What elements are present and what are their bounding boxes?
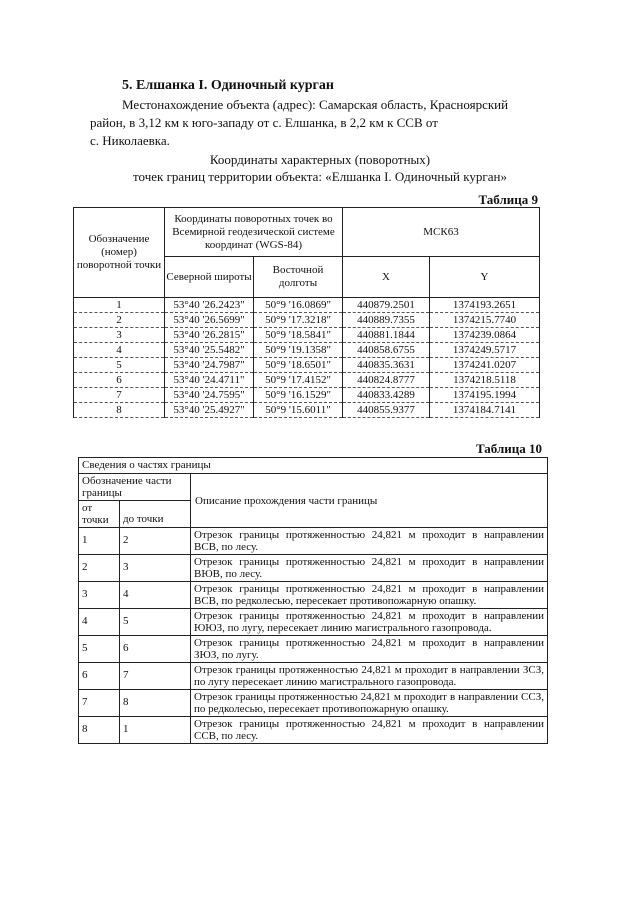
table10-header-desc: Описание прохождения части границы [191,474,548,528]
table9-header-wgs: Координаты поворотных точек во Всемирной геодезической системе координат (WGS-84) [165,208,343,257]
cell-from: 7 [79,690,120,717]
cell-x: 440835.3631 [343,358,430,373]
cell-y: 1374241.0207 [430,358,540,373]
cell-desc: Отрезок границы протяженностью 24,821 м проходит в направлении ВСВ, по лесу. [191,528,548,555]
cell-y: 1374193.2651 [430,298,540,313]
cell-desc: Отрезок границы протяженностью 24,821 м проходит в направлении ЗЮЗ, по лугу. [191,636,548,663]
table10-title: Сведения о частях границы [79,458,548,474]
cell-y: 1374195.1994 [430,388,540,403]
table-row [79,609,548,636]
table10-header-from: от точки [79,501,120,528]
table9-header-north: Северной широты [165,257,254,298]
cell-lon: 50°9 '15.6011" [254,403,343,418]
table-row [74,298,540,313]
table-row [79,528,548,555]
table-row [79,636,548,663]
cell-from: 8 [79,717,120,744]
section-heading: 5. Елшанка I. Одиночный курган [122,78,334,93]
cell-from: 2 [79,555,120,582]
cell-to: 6 [120,636,191,663]
table-row [79,555,548,582]
cell-lon: 50°9 '17.3218" [254,313,343,328]
coords-title-1: Координаты характерных (поворотных) [209,152,431,167]
cell-point: 2 [74,313,165,328]
cell-to: 5 [120,609,191,636]
cell-to: 4 [120,582,191,609]
cell-x: 440881.1844 [343,328,430,343]
cell-to: 1 [120,717,191,744]
cell-desc: Отрезок границы протяженностью 24,821 м проходит в направлении ЮЮЗ, по лугу, пересекает линию магистрального газопровода. [191,609,548,636]
cell-desc: Отрезок границы протяженностью 24,821 м проходит в направлении ВСВ, по редколесью, пересекает противопожарную опашку. [191,582,548,609]
cell-point: 8 [74,403,165,418]
table-row [79,582,548,609]
table9-header-x: X [343,257,430,298]
cell-x: 440824.8777 [343,373,430,388]
location-line3: с. Николаевка. [90,133,170,148]
cell-desc: Отрезок границы протяженностью 24,821 м проходит в направлении ССЗ, по редколесью, пересекает противопожарную опашку. [191,690,548,717]
table-row [74,343,540,358]
cell-x: 440858.6755 [343,343,430,358]
cell-from: 4 [79,609,120,636]
cell-lat: 53°40 '24.7595" [165,388,254,403]
cell-lon: 50°9 '18.6501" [254,358,343,373]
cell-lon: 50°9 '19.1358" [254,343,343,358]
cell-lat: 53°40 '26.2815" [165,328,254,343]
table-row [74,328,540,343]
table10-header-designation: Обозначение части границы [79,474,191,501]
table9-header-point: Обозначение (номер) поворотной точки [74,208,165,298]
table9 [73,207,540,418]
table-row [74,358,540,373]
location-line1: Самарская область, Красноярский [319,97,509,112]
table-row [79,663,548,690]
cell-y: 1374215.7740 [430,313,540,328]
cell-lon: 50°9 '16.0869" [254,298,343,313]
cell-y: 1374249.5717 [430,343,540,358]
cell-x: 440855.9377 [343,403,430,418]
coords-title-2: точек границ территории объекта: «Елшанка I. Одиночный курган» [133,169,507,184]
cell-x: 440889.7355 [343,313,430,328]
table-row [79,717,548,744]
cell-to: 3 [120,555,191,582]
cell-from: 1 [79,528,120,555]
cell-desc: Отрезок границы протяженностью 24,821 м проходит в направлении ЗСЗ, по лугу пересекает линию магистрального газопровода. [191,663,548,690]
table-row [74,373,540,388]
cell-point: 6 [74,373,165,388]
table-row [79,690,548,717]
cell-lat: 53°40 '26.5699" [165,313,254,328]
cell-from: 3 [79,582,120,609]
cell-y: 1374239.0864 [430,328,540,343]
cell-lat: 53°40 '24.4711" [165,373,254,388]
cell-lon: 50°9 '17.4152" [254,373,343,388]
cell-to: 8 [120,690,191,717]
cell-x: 440833.4289 [343,388,430,403]
cell-y: 1374218.5118 [430,373,540,388]
cell-lat: 53°40 '24.7987" [165,358,254,373]
cell-point: 1 [74,298,165,313]
cell-desc: Отрезок границы протяженностью 24,821 м проходит в направлении ВЮВ, по лесу. [191,555,548,582]
cell-point: 5 [74,358,165,373]
cell-point: 3 [74,328,165,343]
table10-caption: Таблица 10 [475,441,542,456]
cell-point: 4 [74,343,165,358]
table-row [74,388,540,403]
cell-desc: Отрезок границы протяженностью 24,821 м проходит в направлении ССВ, по лесу. [191,717,548,744]
cell-lat: 53°40 '26.2423" [165,298,254,313]
cell-lat: 53°40 '25.5482" [165,343,254,358]
table-row [74,313,540,328]
cell-from: 5 [79,636,120,663]
table9-caption: Таблица 9 [478,192,538,207]
cell-point: 7 [74,388,165,403]
table9-header-y: Y [430,257,540,298]
location-label: Местонахождение объекта (адрес): [122,97,316,112]
table9-header-msk: МСК63 [343,208,540,257]
location-paragraph [90,96,540,150]
cell-x: 440879.2501 [343,298,430,313]
table10-header-to: до точки [120,501,191,528]
cell-to: 7 [120,663,191,690]
table10 [78,457,548,744]
cell-to: 2 [120,528,191,555]
cell-from: 6 [79,663,120,690]
location-line2: район, в 3,12 км к юго-западу от с. Елшанка, в 2,2 км к ССВ от [90,115,438,130]
cell-lon: 50°9 '16.1529" [254,388,343,403]
cell-y: 1374184.7141 [430,403,540,418]
cell-lon: 50°9 '18.5841" [254,328,343,343]
cell-lat: 53°40 '25.4927" [165,403,254,418]
table-row [74,403,540,418]
table9-header-east: Восточной долготы [254,257,343,298]
